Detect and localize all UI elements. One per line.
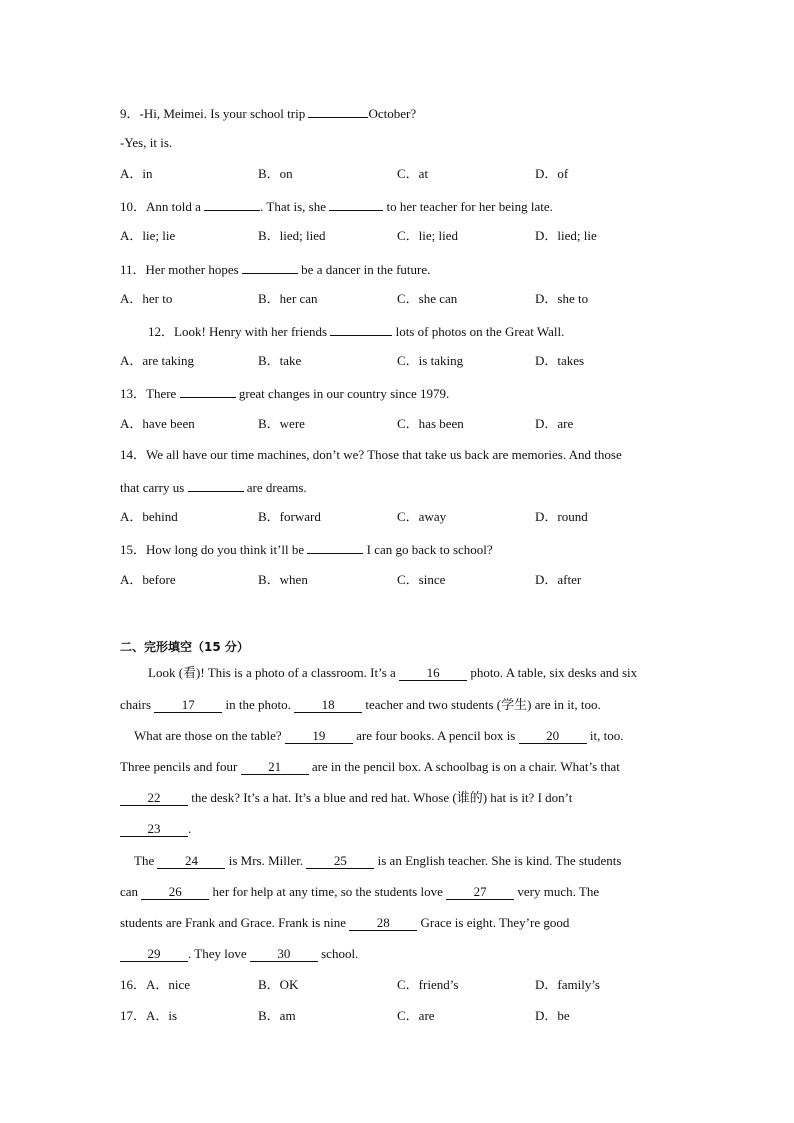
q16-option-b: B．OK bbox=[258, 977, 299, 992]
question-9-answer-line: -Yes, it is. bbox=[120, 135, 173, 150]
answer-blank bbox=[204, 197, 260, 211]
cloze-blank-16: 16 bbox=[399, 666, 467, 681]
q9-stem-b: October? bbox=[368, 106, 417, 121]
q10-option-c: C．lie; lied bbox=[397, 228, 459, 243]
cloze-text: Three pencils and four bbox=[120, 759, 241, 774]
cloze-text: students are Frank and Grace. Frank is nine bbox=[120, 915, 350, 930]
cloze-text: Look (看)! This is a photo of a classroom. It’s a bbox=[148, 665, 400, 680]
cloze-blank-26: 26 bbox=[141, 885, 209, 900]
cloze-blank-17: 17 bbox=[154, 698, 222, 713]
question-14-stem-line2 bbox=[120, 478, 307, 496]
cloze-text: it, too. bbox=[586, 728, 624, 743]
cloze-text: What are those on the table? bbox=[134, 728, 285, 743]
cloze-line-5 bbox=[120, 790, 572, 806]
cloze-line-6 bbox=[120, 821, 191, 837]
q11-option-d: D．she to bbox=[535, 291, 589, 306]
q13-option-d: D．are bbox=[535, 416, 574, 431]
question-14-stem-line1: 14．We all have our time machines, don’t we? Those that take us back are memories. And those bbox=[120, 447, 622, 462]
q14-option-a: A．behind bbox=[120, 509, 178, 524]
q12-option-a: A．are taking bbox=[120, 353, 195, 368]
cloze-text: . They love bbox=[188, 946, 250, 961]
question-11-stem bbox=[120, 260, 430, 278]
q17-option-d: D．be bbox=[535, 1008, 570, 1023]
cloze-text: The bbox=[134, 853, 158, 868]
cloze-blank-30: 30 bbox=[250, 947, 318, 962]
question-10-stem bbox=[120, 197, 553, 215]
cloze-text: are four books. A pencil box is bbox=[352, 728, 519, 743]
cloze-blank-18: 18 bbox=[294, 698, 362, 713]
q14-stem-a: that carry us bbox=[120, 480, 188, 495]
answer-blank bbox=[329, 197, 383, 211]
cloze-text: the desk? It’s a hat. It’s a blue and red hat. Whose (谁的) hat is it? I don’t bbox=[188, 790, 573, 805]
cloze-blank-29: 29 bbox=[120, 947, 188, 962]
cloze-text: in the photo. bbox=[222, 697, 295, 712]
cloze-line-2 bbox=[120, 697, 601, 713]
cloze-line-8 bbox=[120, 884, 599, 900]
question-12-stem bbox=[148, 322, 564, 340]
answer-blank bbox=[242, 260, 298, 274]
cloze-text: her for help at any time, so the students love bbox=[209, 884, 447, 899]
q14-option-b: B．forward bbox=[258, 509, 321, 524]
q12-stem-a: 12．Look! Henry with her friends bbox=[148, 324, 331, 339]
q10-stem-b: . That is, she bbox=[260, 199, 330, 214]
q13-stem-a: 13．There bbox=[120, 386, 180, 401]
answer-blank bbox=[308, 104, 368, 118]
cloze-line-9 bbox=[120, 915, 569, 931]
q11-stem-a: 11．Her mother hopes bbox=[120, 262, 242, 277]
q12-option-d: D．takes bbox=[535, 353, 585, 368]
q9-stem-a: 9．-Hi, Meimei. Is your school trip bbox=[120, 106, 309, 121]
cloze-line-1 bbox=[148, 665, 637, 681]
q14-option-c: C．away bbox=[397, 509, 447, 524]
cloze-blank-23: 23 bbox=[120, 822, 188, 837]
q11-option-a: A．her to bbox=[120, 291, 173, 306]
q13-option-c: C．has been bbox=[397, 416, 464, 431]
cloze-line-3 bbox=[134, 728, 623, 744]
q9-option-a: A．in bbox=[120, 166, 153, 181]
q17-option-c: C．are bbox=[397, 1008, 435, 1023]
q15-option-d: D．after bbox=[535, 572, 582, 587]
cloze-blank-27: 27 bbox=[446, 885, 514, 900]
q15-option-c: C．since bbox=[397, 572, 446, 587]
q17-option-a: 17．A．is bbox=[120, 1008, 178, 1023]
q14-option-d: D．round bbox=[535, 509, 588, 524]
q10-option-b: B．lied; lied bbox=[258, 228, 326, 243]
q11-option-c: C．she can bbox=[397, 291, 458, 306]
q14-stem-b: are dreams. bbox=[243, 480, 307, 495]
cloze-text: chairs bbox=[120, 697, 155, 712]
question-15-stem bbox=[120, 540, 493, 558]
cloze-line-7 bbox=[134, 853, 621, 869]
answer-blank bbox=[307, 540, 363, 554]
cloze-text: are in the pencil box. A schoolbag is on a chair. What’s that bbox=[308, 759, 620, 774]
cloze-blank-21: 21 bbox=[241, 760, 309, 775]
cloze-text: . bbox=[188, 821, 192, 836]
q13-stem-b: great changes in our country since 1979. bbox=[235, 386, 450, 401]
q10-stem-a: 10．Ann told a bbox=[120, 199, 205, 214]
question-9-stem bbox=[120, 104, 416, 122]
q9-option-d: D．of bbox=[535, 166, 569, 181]
q12-stem-b: lots of photos on the Great Wall. bbox=[392, 324, 565, 339]
q10-option-a: A．lie; lie bbox=[120, 228, 176, 243]
cloze-blank-19: 19 bbox=[285, 729, 353, 744]
cloze-blank-24: 24 bbox=[157, 854, 225, 869]
q15-stem-a: 15．How long do you think it’ll be bbox=[120, 542, 308, 557]
cloze-text: Grace is eight. They’re good bbox=[417, 915, 570, 930]
q10-stem-c: to her teacher for her being late. bbox=[383, 199, 553, 214]
cloze-blank-20: 20 bbox=[519, 729, 587, 744]
q16-option-c: C．friend’s bbox=[397, 977, 459, 992]
answer-blank bbox=[188, 478, 244, 492]
q16-option-d: D．family’s bbox=[535, 977, 600, 992]
q16-option-a: 16．A．nice bbox=[120, 977, 191, 992]
cloze-blank-28: 28 bbox=[349, 916, 417, 931]
q12-option-c: C．is taking bbox=[397, 353, 464, 368]
q9-option-c: C．at bbox=[397, 166, 429, 181]
cloze-blank-22: 22 bbox=[120, 791, 188, 806]
q11-option-b: B．her can bbox=[258, 291, 318, 306]
q10-option-d: D．lied; lie bbox=[535, 228, 597, 243]
q17-option-b: B．am bbox=[258, 1008, 296, 1023]
q15-stem-b: I can go back to school? bbox=[363, 542, 493, 557]
q9-option-b: B．on bbox=[258, 166, 293, 181]
q15-option-b: B．when bbox=[258, 572, 308, 587]
q11-stem-b: be a dancer in the future. bbox=[297, 262, 431, 277]
q15-option-a: A．before bbox=[120, 572, 176, 587]
q12-option-b: B．take bbox=[258, 353, 302, 368]
q13-option-a: A．have been bbox=[120, 416, 195, 431]
cloze-blank-25: 25 bbox=[306, 854, 374, 869]
answer-blank bbox=[180, 384, 236, 398]
question-13-stem bbox=[120, 384, 449, 402]
cloze-text: photo. A table, six desks and six bbox=[467, 665, 638, 680]
section-2-title: 二、完形填空（15 分） bbox=[120, 640, 249, 654]
cloze-text: is an English teacher. She is kind. The students bbox=[374, 853, 622, 868]
cloze-text: teacher and two students (学生) are in it, too. bbox=[362, 697, 601, 712]
cloze-line-10 bbox=[120, 946, 358, 962]
cloze-text: is Mrs. Miller. bbox=[225, 853, 307, 868]
cloze-line-4 bbox=[120, 759, 620, 775]
cloze-text: very much. The bbox=[514, 884, 600, 899]
cloze-text: can bbox=[120, 884, 142, 899]
answer-blank bbox=[330, 322, 392, 336]
q13-option-b: B．were bbox=[258, 416, 305, 431]
cloze-text: school. bbox=[317, 946, 359, 961]
